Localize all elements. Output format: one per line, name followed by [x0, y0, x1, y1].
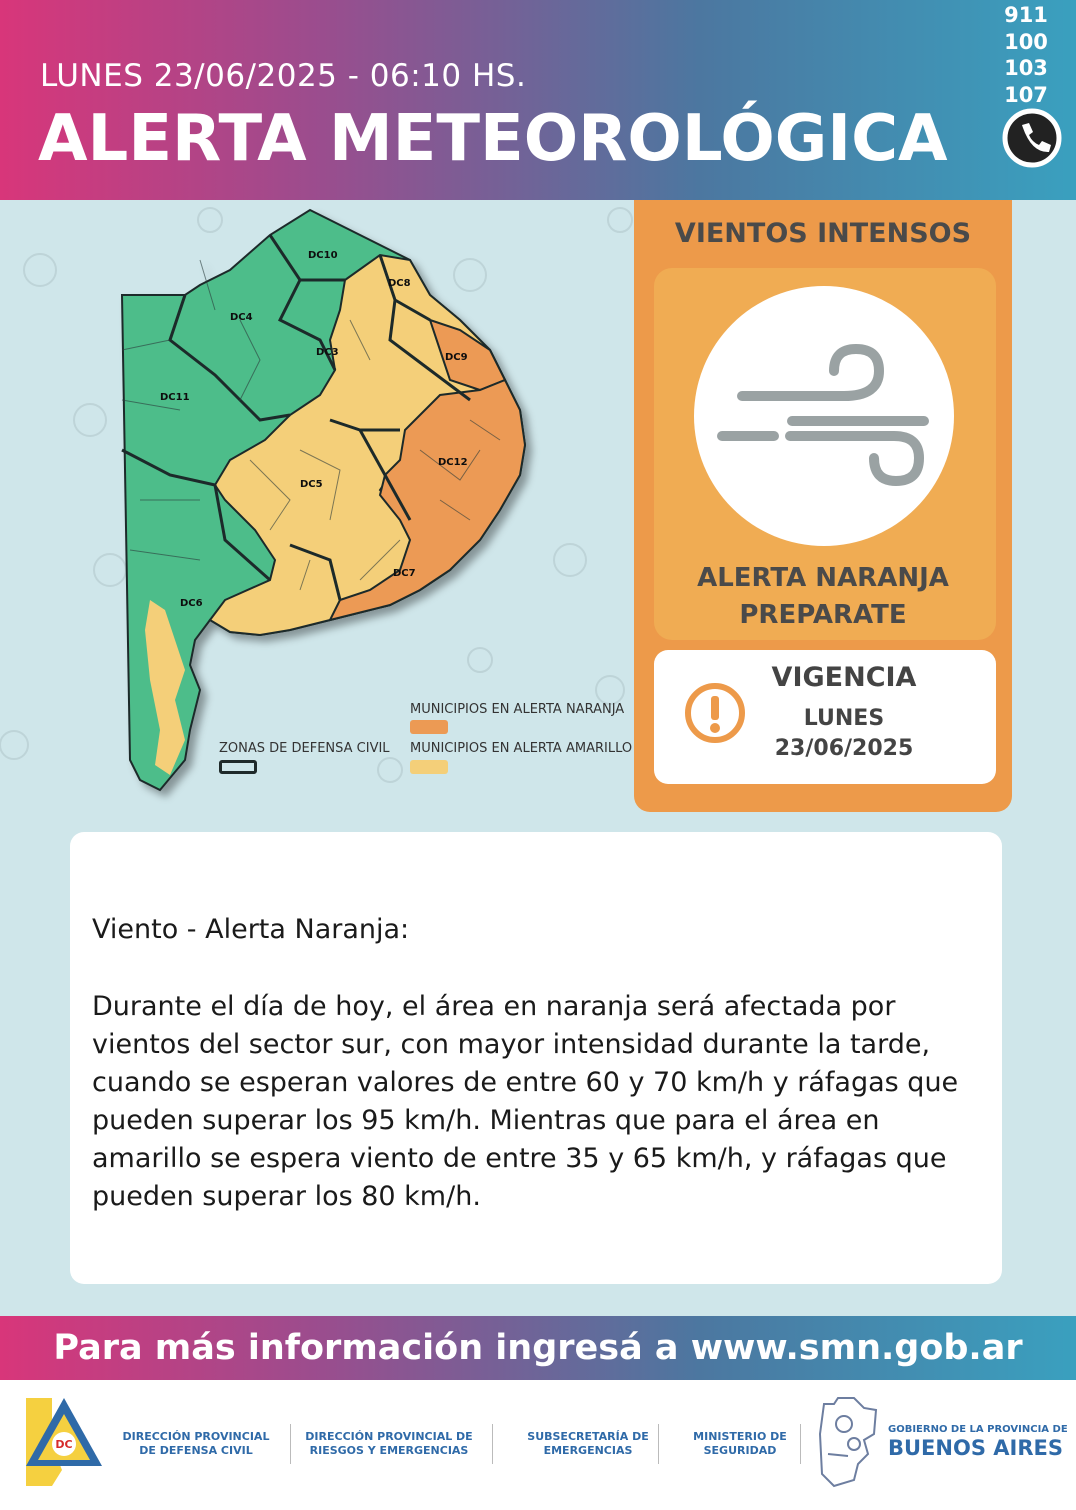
- province-map: [0, 200, 636, 820]
- description-card: [70, 832, 1002, 1284]
- divider: [492, 1424, 493, 1464]
- org-line: SEGURIDAD: [703, 1444, 777, 1457]
- description-title: Viento - Alerta Naranja:: [92, 914, 410, 945]
- org-riesgos: [302, 1430, 476, 1458]
- alert-level-line1: ALERTA NARANJA: [697, 563, 949, 593]
- phone-number[interactable]: 911: [1004, 3, 1048, 27]
- header-banner: [0, 0, 1076, 200]
- warning-icon: [684, 682, 746, 744]
- zone-label: DC7: [393, 568, 416, 579]
- gob-name: BUENOS AIRES: [888, 1436, 1063, 1460]
- vigencia-box: [654, 650, 996, 784]
- org-subsecretaria: [506, 1430, 670, 1458]
- legend-naranja-label: MUNICIPIOS EN ALERTA NARANJA: [410, 702, 625, 717]
- zone-label: DC5: [300, 479, 323, 490]
- phone-number[interactable]: 100: [1004, 29, 1048, 54]
- alert-level-line2: PREPARATE: [739, 600, 907, 630]
- divider: [800, 1424, 801, 1464]
- zone-label: DC10: [308, 250, 338, 261]
- phone-icon: [1002, 108, 1062, 168]
- zone-label: DC6: [180, 598, 203, 609]
- buenos-aires-logo: [814, 1394, 884, 1490]
- alert-panel: [634, 200, 1012, 812]
- legend-zonas-swatch: [219, 760, 257, 774]
- legend-naranja-swatch: [410, 720, 448, 734]
- phone-number[interactable]: 107: [1004, 82, 1048, 107]
- gob-caption: GOBIERNO DE LA PROVINCIA DE: [888, 1424, 1068, 1435]
- org-line: MINISTERIO DE: [693, 1430, 787, 1443]
- vigencia-title: VIGENCIA: [771, 662, 917, 693]
- org-defensa-civil: [120, 1430, 272, 1458]
- more-info-link[interactable]: Para más información ingresá a www.smn.gob.ar: [53, 1328, 1023, 1368]
- wind-icon-circle: [694, 286, 954, 546]
- alert-type-heading: VIENTOS INTENSOS: [674, 218, 972, 249]
- org-line: DIRECCIÓN PROVINCIAL: [122, 1430, 270, 1443]
- alert-date: LUNES 23/06/2025 - 06:10 HS.: [40, 58, 527, 94]
- zone-label: DC11: [160, 392, 190, 403]
- wind-icon: [694, 286, 954, 546]
- defensa-civil-logo: [22, 1390, 106, 1490]
- dc-logo-text: DC: [55, 1438, 73, 1451]
- vigencia-day: LUNES: [803, 706, 885, 731]
- zone-label: DC9: [445, 352, 468, 363]
- zone-label: DC12: [438, 457, 468, 468]
- org-line: SUBSECRETARÍA DE: [527, 1430, 649, 1443]
- org-line: RIESGOS Y EMERGENCIAS: [309, 1444, 469, 1457]
- legend-amarillo-swatch: [410, 760, 448, 774]
- alert-map: [0, 200, 636, 820]
- page-title: ALERTA METEOROLÓGICA: [38, 102, 948, 176]
- zone-label: DC3: [316, 347, 339, 358]
- phone-number[interactable]: 103: [1004, 56, 1048, 80]
- description-body: Durante el día de hoy, el área en naranja será afectada por vientos del sector sur, con mayor intensidad durante la tarde, cuando se esperan valores de entre 60 y 70 km/h y ráfagas que pueden superar los 95 km/h. Mientras que para el área en amarillo se espera viento de entre 35 y 65 km/h, y ráfagas que pueden superar los 80 km/h.: [92, 991, 959, 1212]
- legend-amarillo-label: MUNICIPIOS EN ALERTA AMARILLO: [410, 741, 633, 756]
- divider: [290, 1424, 291, 1464]
- vigencia-date: 23/06/2025: [774, 736, 914, 761]
- org-line: DE DEFENSA CIVIL: [139, 1444, 253, 1457]
- zone-label: DC4: [230, 312, 253, 323]
- emergency-phones: [998, 2, 1054, 108]
- footer-info-band: [0, 1316, 1076, 1380]
- org-line: DIRECCIÓN PROVINCIAL DE: [305, 1430, 473, 1443]
- zone-label: DC8: [388, 278, 411, 289]
- org-ministerio: [670, 1430, 810, 1458]
- legend-zonas-label: ZONAS DE DEFENSA CIVIL: [219, 741, 390, 756]
- logos-bar: [0, 1380, 1076, 1510]
- divider: [658, 1424, 659, 1464]
- org-line: EMERGENCIAS: [543, 1444, 633, 1457]
- alert-level: [634, 560, 1012, 634]
